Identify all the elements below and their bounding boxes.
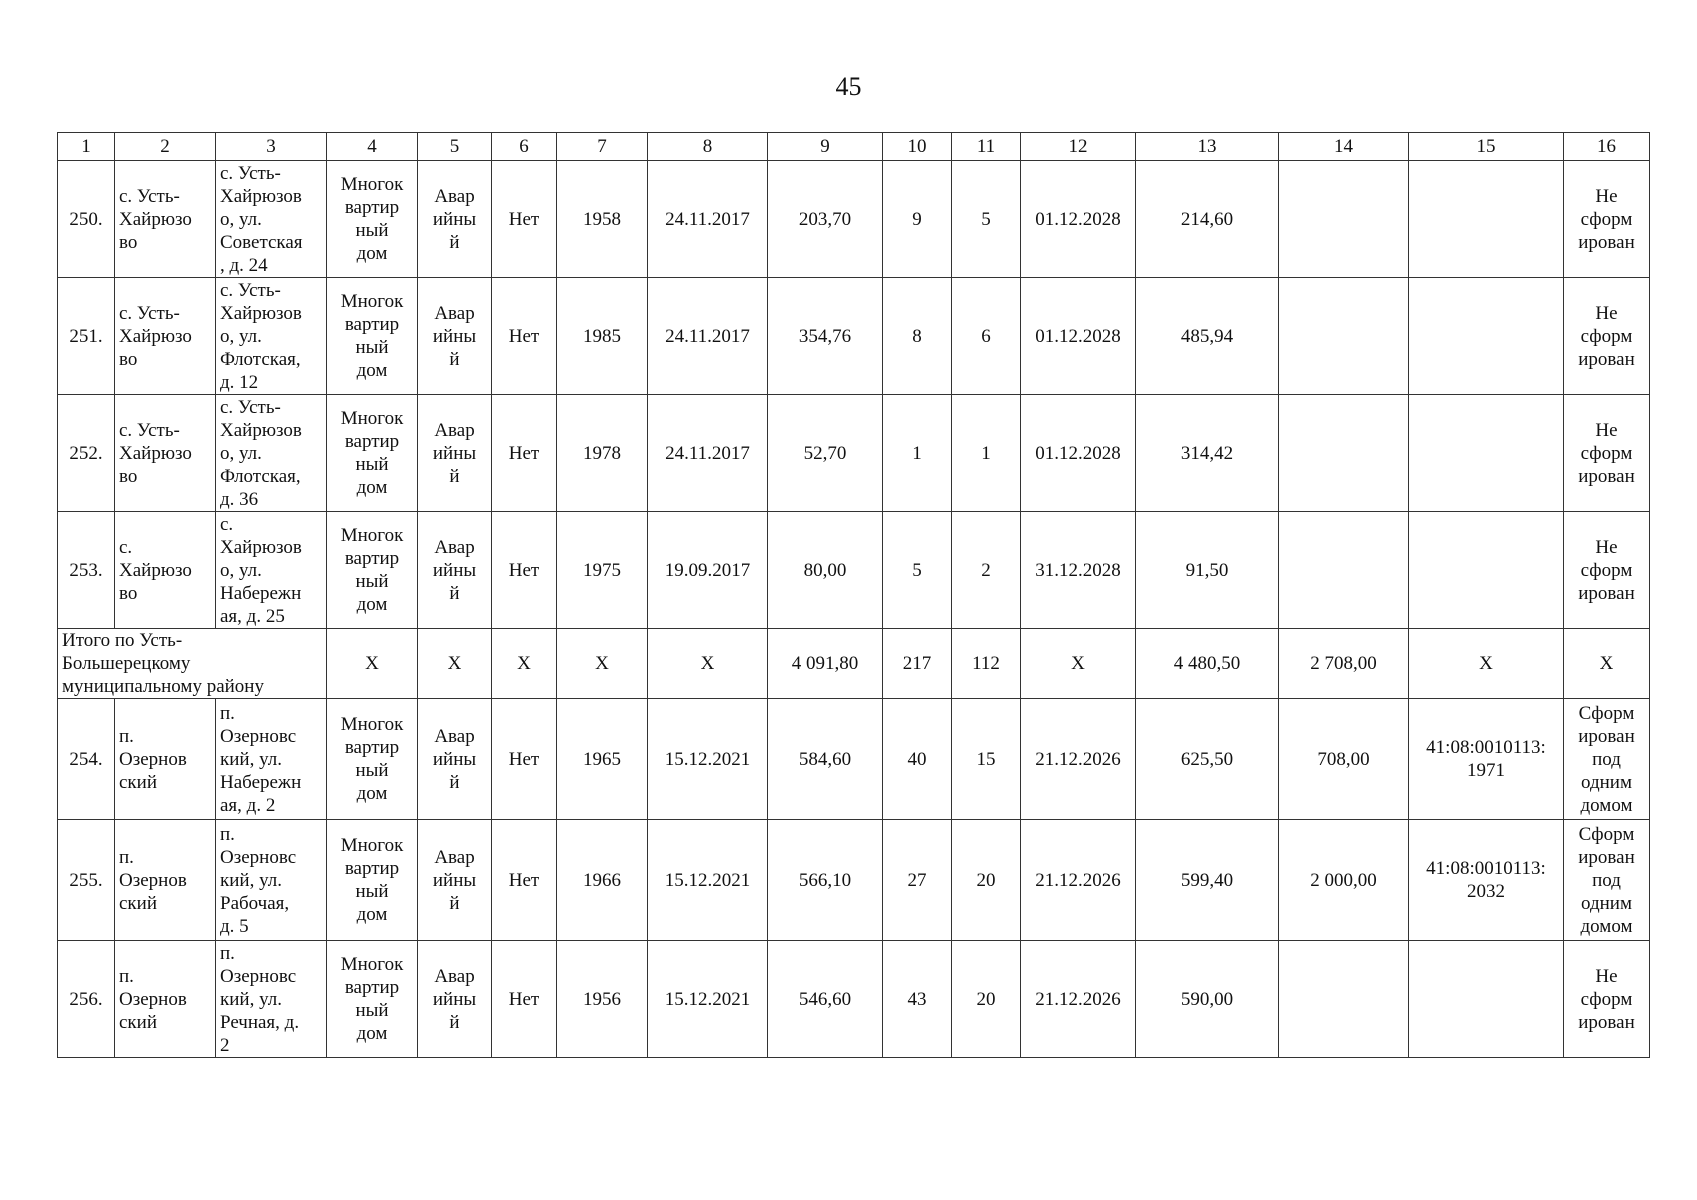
year-cell: 1978 bbox=[557, 395, 648, 512]
column-14-cell: 708,00 bbox=[1279, 699, 1409, 820]
column-header: 10 bbox=[883, 133, 952, 161]
row-number: 252. bbox=[58, 395, 115, 512]
table-row bbox=[58, 699, 1650, 820]
column-11-cell: 1 bbox=[952, 395, 1021, 512]
deadline-cell: 21.12.2026 bbox=[1021, 820, 1136, 941]
area-cell: 566,10 bbox=[768, 820, 883, 941]
area2-cell: 4 480,50 bbox=[1136, 629, 1279, 699]
year-cell: 1985 bbox=[557, 278, 648, 395]
column-10-cell: 1 bbox=[883, 395, 952, 512]
settlement-cell: с. Усть- Хайрюзо во bbox=[115, 161, 216, 278]
land-status-cell: Не сформ ирован bbox=[1564, 161, 1650, 278]
address-cell: с. Усть- Хайрюзов о, ул. Флотская, д. 36 bbox=[216, 395, 327, 512]
column-6-cell: Нет bbox=[492, 278, 557, 395]
cadastral-cell: 41:08:0010113: 2032 bbox=[1409, 820, 1564, 941]
address-cell: с. Усть- Хайрюзов о, ул. Флотская, д. 12 bbox=[216, 278, 327, 395]
column-10-cell: 5 bbox=[883, 512, 952, 629]
year-cell: 1975 bbox=[557, 512, 648, 629]
column-10-cell: 43 bbox=[883, 941, 952, 1058]
status-cell: Авар ийны й bbox=[418, 941, 492, 1058]
column-6-cell: Х bbox=[492, 629, 557, 699]
column-14-cell bbox=[1279, 512, 1409, 629]
column-header: 6 bbox=[492, 133, 557, 161]
area-cell: 203,70 bbox=[768, 161, 883, 278]
table-row bbox=[58, 395, 1650, 512]
column-10-cell: 217 bbox=[883, 629, 952, 699]
house-type-cell: Многок вартир ный дом bbox=[327, 820, 418, 941]
column-6-cell: Нет bbox=[492, 395, 557, 512]
status-cell: Авар ийны й bbox=[418, 161, 492, 278]
column-14-cell bbox=[1279, 395, 1409, 512]
column-header: 5 bbox=[418, 133, 492, 161]
column-14-cell: 2 000,00 bbox=[1279, 820, 1409, 941]
row-number: 255. bbox=[58, 820, 115, 941]
address-cell: п. Озерновс кий, ул. Набережн ая, д. 2 bbox=[216, 699, 327, 820]
column-14-cell: 2 708,00 bbox=[1279, 629, 1409, 699]
house-type-cell: Х bbox=[327, 629, 418, 699]
column-header: 16 bbox=[1564, 133, 1650, 161]
column-6-cell: Нет bbox=[492, 161, 557, 278]
page-number: 45 bbox=[835, 72, 862, 101]
table-row bbox=[58, 941, 1650, 1058]
cadastral-cell bbox=[1409, 278, 1564, 395]
cadastral-cell bbox=[1409, 512, 1564, 629]
column-6-cell: Нет bbox=[492, 699, 557, 820]
column-10-cell: 9 bbox=[883, 161, 952, 278]
deadline-cell: 21.12.2026 bbox=[1021, 699, 1136, 820]
status-cell: Авар ийны й bbox=[418, 512, 492, 629]
status-cell: Авар ийны й bbox=[418, 820, 492, 941]
area-cell: 80,00 bbox=[768, 512, 883, 629]
year-cell: 1956 bbox=[557, 941, 648, 1058]
column-header: 11 bbox=[952, 133, 1021, 161]
status-cell: Авар ийны й bbox=[418, 699, 492, 820]
date-cell: 24.11.2017 bbox=[648, 278, 768, 395]
house-type-cell: Многок вартир ный дом bbox=[327, 512, 418, 629]
row-number: 251. bbox=[58, 278, 115, 395]
column-11-cell: 2 bbox=[952, 512, 1021, 629]
column-header: 7 bbox=[557, 133, 648, 161]
column-6-cell: Нет bbox=[492, 820, 557, 941]
area-cell: 4 091,80 bbox=[768, 629, 883, 699]
column-11-cell: 6 bbox=[952, 278, 1021, 395]
area2-cell: 599,40 bbox=[1136, 820, 1279, 941]
column-header: 13 bbox=[1136, 133, 1279, 161]
house-type-cell: Многок вартир ный дом bbox=[327, 699, 418, 820]
row-number: 250. bbox=[58, 161, 115, 278]
table-row bbox=[58, 161, 1650, 278]
date-cell: 15.12.2021 bbox=[648, 820, 768, 941]
settlement-cell: с. Усть- Хайрюзо во bbox=[115, 278, 216, 395]
total-label: Итого по Усть- Большерецкому муниципальному району bbox=[58, 629, 327, 699]
column-header: 1 bbox=[58, 133, 115, 161]
land-status-cell: Не сформ ирован bbox=[1564, 278, 1650, 395]
land-status-cell: Сформ ирован под одним домом bbox=[1564, 820, 1650, 941]
date-cell: 15.12.2021 bbox=[648, 699, 768, 820]
housing-registry-table bbox=[57, 132, 1650, 1058]
date-cell: 19.09.2017 bbox=[648, 512, 768, 629]
house-type-cell: Многок вартир ный дом bbox=[327, 941, 418, 1058]
date-cell: Х bbox=[648, 629, 768, 699]
date-cell: 24.11.2017 bbox=[648, 395, 768, 512]
land-status-cell: Сформ ирован под одним домом bbox=[1564, 699, 1650, 820]
house-type-cell: Многок вартир ный дом bbox=[327, 395, 418, 512]
address-cell: п. Озерновс кий, ул. Речная, д. 2 bbox=[216, 941, 327, 1058]
address-cell: с. Хайрюзов о, ул. Набережн ая, д. 25 bbox=[216, 512, 327, 629]
column-11-cell: 15 bbox=[952, 699, 1021, 820]
cadastral-cell bbox=[1409, 941, 1564, 1058]
year-cell: 1965 bbox=[557, 699, 648, 820]
settlement-cell: с. Хайрюзо во bbox=[115, 512, 216, 629]
column-header: 14 bbox=[1279, 133, 1409, 161]
land-status-cell: Х bbox=[1564, 629, 1650, 699]
deadline-cell: Х bbox=[1021, 629, 1136, 699]
column-10-cell: 27 bbox=[883, 820, 952, 941]
area2-cell: 625,50 bbox=[1136, 699, 1279, 820]
status-cell: Х bbox=[418, 629, 492, 699]
settlement-cell: с. Усть- Хайрюзо во bbox=[115, 395, 216, 512]
date-cell: 15.12.2021 bbox=[648, 941, 768, 1058]
table-row bbox=[58, 512, 1650, 629]
status-cell: Авар ийны й bbox=[418, 395, 492, 512]
column-10-cell: 40 bbox=[883, 699, 952, 820]
deadline-cell: 01.12.2028 bbox=[1021, 395, 1136, 512]
district-total-row bbox=[58, 629, 1650, 699]
row-number: 254. bbox=[58, 699, 115, 820]
area-cell: 584,60 bbox=[768, 699, 883, 820]
area-cell: 546,60 bbox=[768, 941, 883, 1058]
deadline-cell: 01.12.2028 bbox=[1021, 161, 1136, 278]
settlement-cell: п. Озернов ский bbox=[115, 820, 216, 941]
column-14-cell bbox=[1279, 278, 1409, 395]
column-number-row bbox=[58, 133, 1650, 161]
column-11-cell: 20 bbox=[952, 941, 1021, 1058]
area-cell: 52,70 bbox=[768, 395, 883, 512]
date-cell: 24.11.2017 bbox=[648, 161, 768, 278]
area2-cell: 590,00 bbox=[1136, 941, 1279, 1058]
column-11-cell: 5 bbox=[952, 161, 1021, 278]
table-row bbox=[58, 278, 1650, 395]
column-header: 3 bbox=[216, 133, 327, 161]
column-6-cell: Нет bbox=[492, 941, 557, 1058]
column-11-cell: 20 bbox=[952, 820, 1021, 941]
land-status-cell: Не сформ ирован bbox=[1564, 395, 1650, 512]
settlement-cell: п. Озернов ский bbox=[115, 941, 216, 1058]
deadline-cell: 01.12.2028 bbox=[1021, 278, 1136, 395]
column-10-cell: 8 bbox=[883, 278, 952, 395]
status-cell: Авар ийны й bbox=[418, 278, 492, 395]
column-header: 8 bbox=[648, 133, 768, 161]
column-header: 12 bbox=[1021, 133, 1136, 161]
area2-cell: 214,60 bbox=[1136, 161, 1279, 278]
row-number: 256. bbox=[58, 941, 115, 1058]
column-14-cell bbox=[1279, 941, 1409, 1058]
table-row bbox=[58, 820, 1650, 941]
year-cell: Х bbox=[557, 629, 648, 699]
column-header: 4 bbox=[327, 133, 418, 161]
cadastral-cell: Х bbox=[1409, 629, 1564, 699]
column-header: 15 bbox=[1409, 133, 1564, 161]
address-cell: п. Озерновс кий, ул. Рабочая, д. 5 bbox=[216, 820, 327, 941]
year-cell: 1966 bbox=[557, 820, 648, 941]
cadastral-cell bbox=[1409, 395, 1564, 512]
area-cell: 354,76 bbox=[768, 278, 883, 395]
year-cell: 1958 bbox=[557, 161, 648, 278]
cadastral-cell bbox=[1409, 161, 1564, 278]
area2-cell: 91,50 bbox=[1136, 512, 1279, 629]
house-type-cell: Многок вартир ный дом bbox=[327, 278, 418, 395]
deadline-cell: 31.12.2028 bbox=[1021, 512, 1136, 629]
deadline-cell: 21.12.2026 bbox=[1021, 941, 1136, 1058]
house-type-cell: Многок вартир ный дом bbox=[327, 161, 418, 278]
area2-cell: 485,94 bbox=[1136, 278, 1279, 395]
address-cell: с. Усть- Хайрюзов о, ул. Советская , д. 24 bbox=[216, 161, 327, 278]
row-number: 253. bbox=[58, 512, 115, 629]
area2-cell: 314,42 bbox=[1136, 395, 1279, 512]
column-14-cell bbox=[1279, 161, 1409, 278]
land-status-cell: Не сформ ирован bbox=[1564, 512, 1650, 629]
column-6-cell: Нет bbox=[492, 512, 557, 629]
column-header: 9 bbox=[768, 133, 883, 161]
cadastral-cell: 41:08:0010113: 1971 bbox=[1409, 699, 1564, 820]
column-11-cell: 112 bbox=[952, 629, 1021, 699]
settlement-cell: п. Озернов ский bbox=[115, 699, 216, 820]
land-status-cell: Не сформ ирован bbox=[1564, 941, 1650, 1058]
column-header: 2 bbox=[115, 133, 216, 161]
